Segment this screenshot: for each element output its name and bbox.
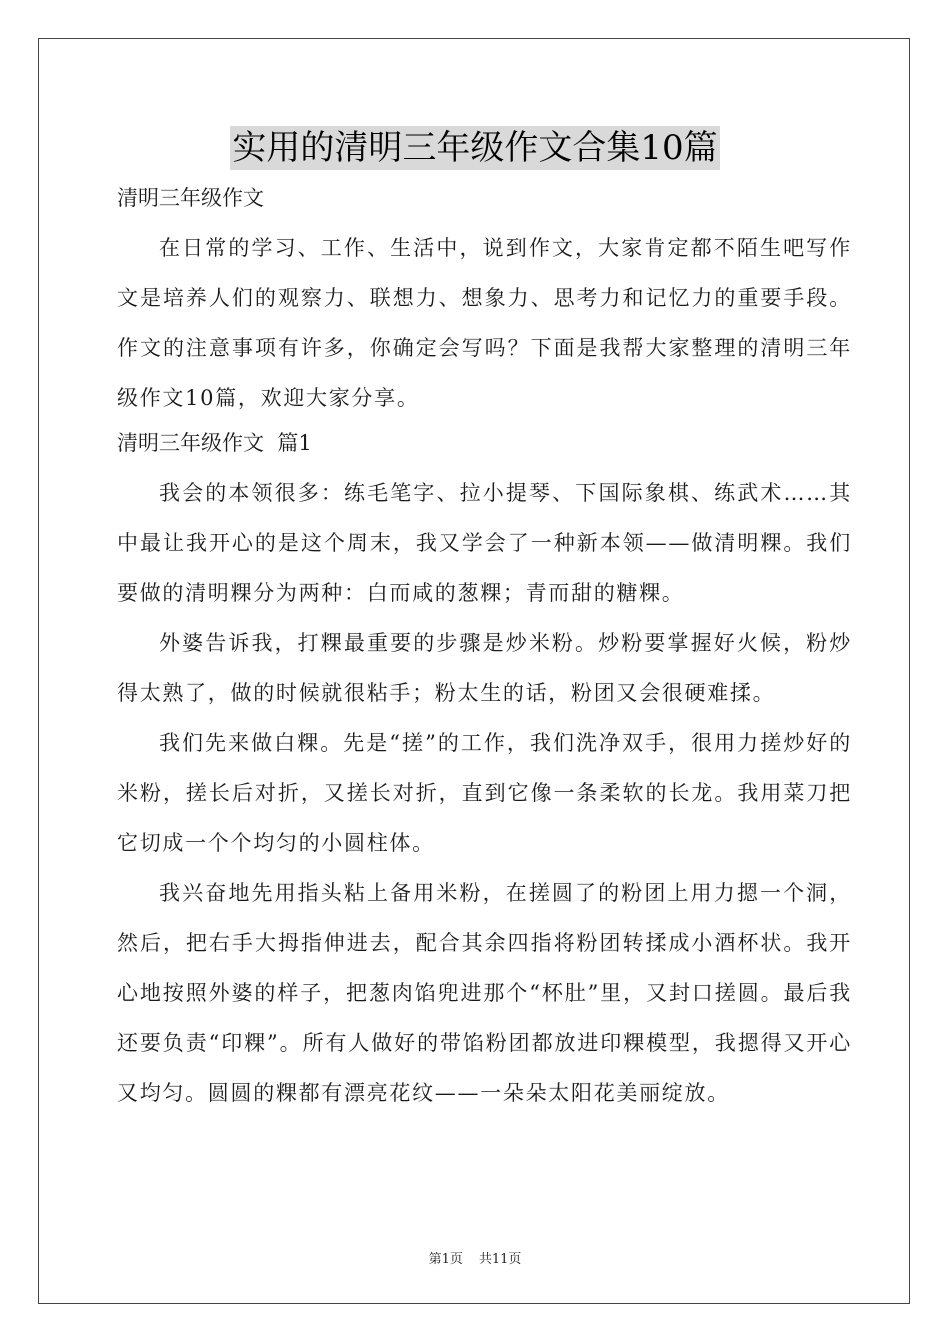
document-body (117, 178, 852, 1118)
page-total: 共11页 (478, 1252, 522, 1267)
document-title: 实用的清明三年级作文合集10篇 (232, 128, 718, 168)
document-subtitle: 清明三年级作文 (117, 186, 264, 210)
body-paragraph: 外婆告诉我，打粿最重要的步骤是炒米粉。炒粉要掌握好火候，粉炒得太熟了，做的时候就很粘手；粉太生的话，粉团又会很硬难揉。 (117, 631, 852, 705)
page-number: 第1页 (428, 1252, 463, 1267)
body-paragraph: 我们先来做白粿。先是“搓”的工作，我们洗净双手，很用力搓炒好的米粉，搓长后对折，又搓长对折，直到它像一条柔软的长龙。我用菜刀把它切成一个个均匀的小圆柱体。 (117, 731, 852, 855)
intro-paragraph: 在日常的学习、工作、生活中，说到作文，大家肯定都不陌生吧写作文是培养人们的观察力、联想力、想象力、思考力和记忆力的重要手段。作文的注意事项有许多，你确定会写吗？下面是我帮大家整理的清明三年级作文10篇，欢迎大家分享。 (117, 236, 852, 410)
body-paragraph: 我兴奋地先用指头粘上备用米粉，在搓圆了的粉团上用力摁一个洞，然后，把右手大拇指伸进去，配合其余四指将粉团转揉成小酒杯状。我开心地按照外婆的样子，把葱肉馅兜进那个“杯肚”里，又封口搓圆。最后我还要负责“印粿”。所有人做好的带馅粉团都放进印粿模型，我摁得又开心又均匀。圆圆的粿都有漂亮花纹——一朵朵太阳花美丽绽放。 (117, 881, 852, 1105)
section-heading: 清明三年级作文 篇1 (117, 431, 312, 455)
body-paragraph: 我会的本领很多：练毛笔字、拉小提琴、下国际象棋、练武术……其中最让我开心的是这个周末，我又学会了一种新本领——做清明粿。我们要做的清明粿分为两种：白而咸的葱粿；青而甜的糖粿。 (117, 481, 852, 605)
title-wrap (0, 126, 950, 170)
page-footer (0, 1248, 950, 1267)
